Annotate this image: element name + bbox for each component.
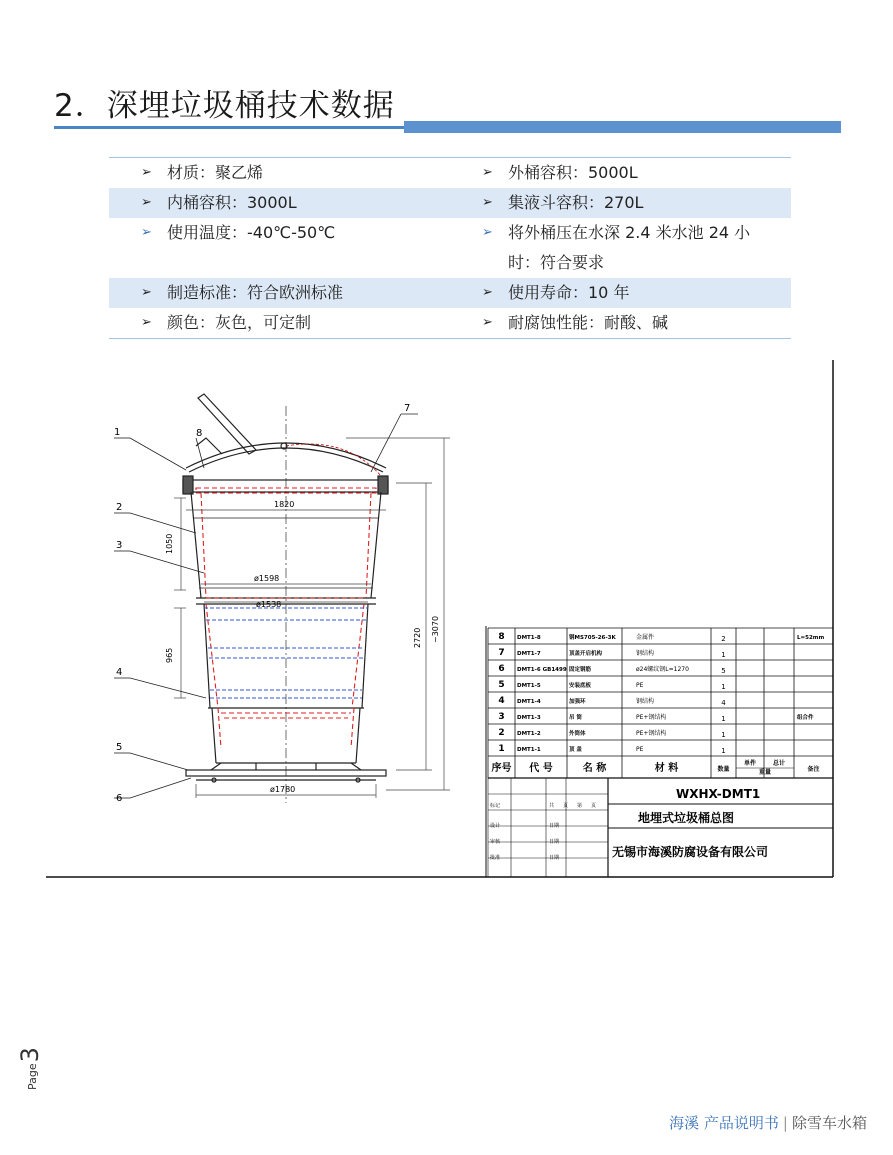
- bom-qty: 1: [721, 731, 726, 739]
- bom-header-qty: 数量: [717, 766, 730, 773]
- bom-header-code: 代 号: [529, 763, 553, 774]
- company-name: 无锡市海溪防腐设备有限公司: [612, 845, 769, 859]
- spec-text: 材质：聚乙烯: [167, 163, 264, 182]
- bom-no: 7: [498, 648, 505, 658]
- bom-material: ø24螺纹钢L=1270: [636, 666, 689, 673]
- bom-code: DMT1-5: [517, 683, 541, 689]
- technical-drawing: [46, 358, 836, 880]
- bom-qty: 1: [721, 683, 726, 691]
- bom-header-weight: 重量: [758, 769, 772, 776]
- callout-4: 4: [116, 667, 123, 678]
- bom-name: 加强环: [569, 699, 586, 705]
- bom-header-material: 材 料: [654, 763, 679, 774]
- title-accent-bar: [404, 121, 841, 133]
- callout-1: 1: [114, 427, 121, 438]
- page-title: 2．深埋垃圾桶技术数据: [54, 88, 395, 124]
- bom-name: 顶盖开启机构: [569, 651, 603, 657]
- spec-row: [109, 278, 791, 308]
- arrow-bullet-icon: ➢: [482, 225, 493, 240]
- callout-6: 6: [116, 793, 123, 804]
- bom-material: PE+钢结构: [636, 714, 667, 721]
- spec-text: 使用寿命：10 年: [508, 283, 630, 302]
- sheet-field: 页: [563, 803, 569, 809]
- callout-7: 7: [404, 403, 411, 414]
- sheet-field: 第: [577, 803, 583, 809]
- bom-no: 8: [498, 632, 505, 642]
- bom-code: DMT1-8: [517, 635, 541, 641]
- dim-965: 965: [165, 647, 174, 663]
- spec-cell-right: [450, 218, 791, 278]
- spec-cell-left: [109, 278, 450, 308]
- arrow-bullet-icon: ➢: [482, 315, 493, 330]
- bom-qty: 5: [721, 667, 726, 675]
- dim-1820: 1820: [274, 500, 295, 509]
- footer-brand: 海溪 产品说明书: [669, 1114, 779, 1132]
- spec-text: 外桶容积：5000L: [508, 163, 638, 182]
- date-label: 日期: [549, 839, 560, 845]
- spec-cell-left: [109, 158, 450, 188]
- bom-code: DMT1-4: [517, 699, 541, 705]
- sheet-label: 审核: [490, 839, 501, 845]
- bom-header-no: 序号: [491, 763, 512, 774]
- spec-text: 制造标准：符合欧洲标准: [167, 283, 344, 302]
- dim-3070: ~3070: [431, 615, 440, 643]
- bom-no: 3: [498, 712, 505, 722]
- arrow-bullet-icon: ➢: [141, 315, 152, 330]
- spec-text: 颜色：灰色，可定制: [167, 313, 312, 332]
- bom-no: 6: [498, 664, 505, 674]
- bom-qty: 1: [721, 651, 726, 659]
- page-word: Page: [26, 1063, 39, 1090]
- bom-material: PE: [636, 682, 644, 689]
- arrow-bullet-icon: ➢: [141, 285, 152, 300]
- bom-qty: 4: [721, 699, 726, 707]
- spec-cell-left: [109, 218, 450, 278]
- bom-no: 1: [498, 744, 505, 754]
- spec-text: 集液斗容积：270L: [508, 193, 644, 212]
- drawing-svg: [46, 358, 836, 880]
- date-label: 日期: [549, 855, 560, 861]
- spec-text: 耐腐蚀性能：耐酸、碱: [508, 313, 669, 332]
- spec-row: [109, 158, 791, 188]
- spec-cell-right: [450, 158, 791, 188]
- spec-table: [109, 157, 791, 339]
- bom-qty: 1: [721, 715, 726, 723]
- spec-row: [109, 308, 791, 338]
- sheet-label: 批准: [490, 855, 501, 861]
- spec-cell-right: [450, 308, 791, 338]
- bom-table: [488, 628, 833, 877]
- spec-cell-right: [450, 278, 791, 308]
- sheet-label: 标记: [490, 803, 501, 809]
- spec-cell-right: [450, 188, 791, 218]
- footer-separator: |: [782, 1114, 788, 1132]
- bom-name: 固定钢筋: [569, 667, 592, 673]
- spec-cell-left: [109, 188, 450, 218]
- spec-row: [109, 188, 791, 218]
- spec-text: 将外桶压在水深 2.4 米水池 24 小时：符合要求: [508, 223, 751, 272]
- sheet-label: 设计: [490, 823, 501, 829]
- bom-code: DMT1-1: [517, 747, 541, 753]
- drawing-number: WXHX-DMT1: [676, 787, 761, 801]
- bom-no: 5: [498, 680, 505, 690]
- spec-text: 内桶容积：3000L: [167, 193, 297, 212]
- footer: [669, 1112, 867, 1133]
- bom-name: 钢MS705-26-3K: [569, 635, 616, 641]
- bom-name: 顶 盖: [569, 747, 582, 753]
- page-number: [16, 1030, 56, 1090]
- top-flange: [183, 476, 388, 494]
- bom-code: DMT1-7: [517, 651, 541, 657]
- arrow-bullet-icon: ➢: [482, 195, 493, 210]
- date-label: 日期: [549, 823, 560, 829]
- spec-row: [109, 218, 791, 278]
- bom-header-name: 名 称: [582, 763, 607, 774]
- dim-2720: 2720: [413, 627, 422, 648]
- bom-code: DMT1-3: [517, 715, 541, 721]
- callout-3: 3: [116, 540, 123, 551]
- bom-code: DMT1-6 GB1499: [517, 667, 567, 673]
- spec-cell-left: [109, 308, 450, 338]
- bom-no: 2: [498, 728, 505, 738]
- bom-no: 4: [498, 696, 505, 706]
- arrow-bullet-icon: ➢: [141, 195, 152, 210]
- arrow-bullet-icon: ➢: [141, 165, 152, 180]
- arrow-bullet-icon: ➢: [141, 225, 152, 240]
- spec-text: 使用温度：-40℃-50℃: [167, 223, 336, 242]
- bom-code: DMT1-2: [517, 731, 541, 737]
- dim-1538: ø1538: [256, 600, 282, 609]
- sheet-field: 页: [591, 803, 597, 809]
- bom-name: 安装底板: [569, 683, 592, 689]
- callout-5: 5: [116, 742, 123, 753]
- dim-1598: ø1598: [254, 574, 280, 583]
- bom-material: PE: [636, 746, 644, 753]
- title-underline: [54, 126, 406, 129]
- bom-header-total: 总计: [772, 760, 786, 767]
- bom-qty: 1: [721, 747, 726, 755]
- drawing-name: 地埋式垃圾桶总图: [638, 811, 735, 825]
- dim-1050: 1050: [165, 533, 174, 554]
- arrow-bullet-icon: ➢: [482, 285, 493, 300]
- bom-material: 钢结构: [636, 698, 655, 705]
- callout-8: 8: [196, 428, 203, 439]
- bom-qty: 2: [721, 635, 726, 643]
- bom-name: 吊 筒: [569, 715, 582, 721]
- bom-material: 金属件: [636, 634, 655, 641]
- bom-header-note: 备注: [807, 766, 820, 773]
- bom-header-unit: 单件: [743, 760, 757, 767]
- bom-note: L=52mm: [797, 635, 825, 641]
- bom-material: 钢结构: [636, 650, 655, 657]
- callout-2: 2: [116, 502, 123, 513]
- bom-note: 组合件: [797, 715, 814, 721]
- arrow-bullet-icon: ➢: [482, 165, 493, 180]
- sheet-field: 共: [549, 803, 555, 809]
- footer-subtitle: 除雪车水箱: [791, 1114, 867, 1132]
- bom-material: PE+钢结构: [636, 730, 667, 737]
- bom-name: 外筒体: [569, 731, 586, 737]
- dim-1780: ø1780: [270, 785, 296, 794]
- page-number-value: 3: [16, 1047, 44, 1063]
